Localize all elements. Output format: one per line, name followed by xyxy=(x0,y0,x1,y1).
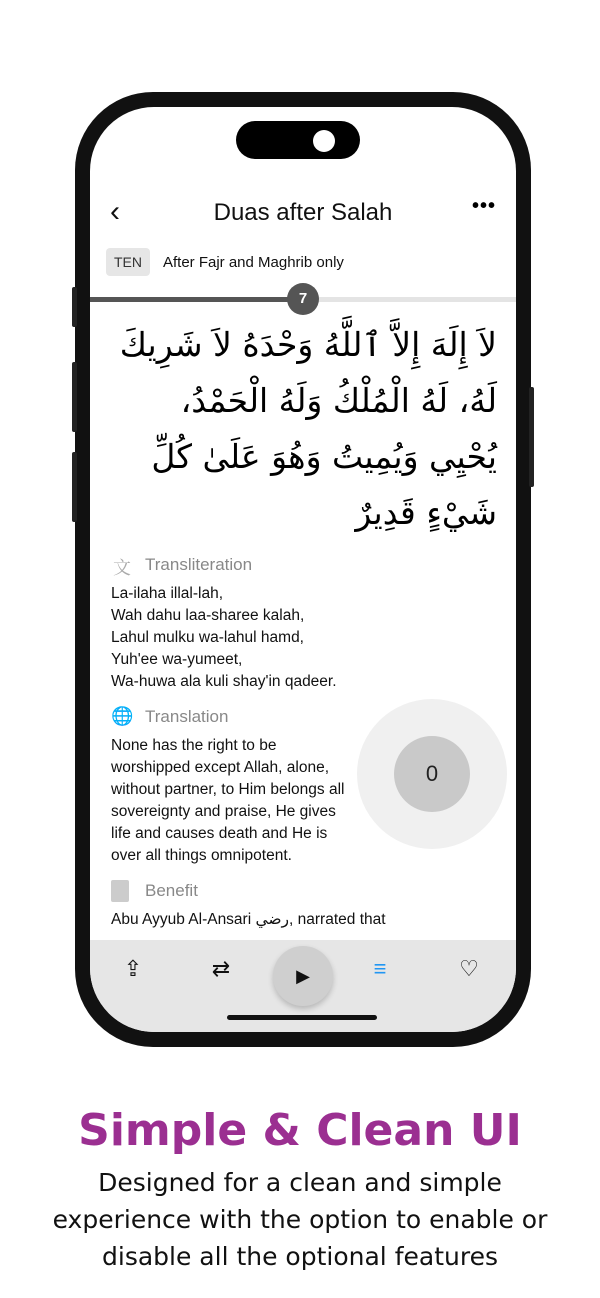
home-indicator xyxy=(227,1015,377,1020)
phone-button xyxy=(529,387,534,487)
more-options-icon[interactable]: ••• xyxy=(471,195,496,217)
play-button[interactable] xyxy=(273,946,333,1006)
repeat-icon[interactable]: ⇄ xyxy=(211,956,231,981)
benefit-text: Abu Ayyub Al-Ansari رضي, narrated that xyxy=(111,911,386,928)
count-tag: TEN xyxy=(106,248,150,276)
phone-button xyxy=(72,452,77,522)
phone-button xyxy=(72,287,77,327)
transliteration-line: La-ilaha illal-lah, xyxy=(111,585,224,602)
benefit-label: Benefit xyxy=(145,881,198,900)
counter-halo xyxy=(357,699,507,849)
bottom-toolbar xyxy=(90,940,516,1032)
translation-label: Translation xyxy=(145,707,229,726)
page-title: Duas after Salah xyxy=(213,199,393,226)
translation-section xyxy=(111,705,497,867)
subheader-text: After Fajr and Maghrib only xyxy=(163,253,344,271)
transliteration-line: Wah dahu laa-sharee kalah, xyxy=(111,607,305,624)
bookmark-book-icon xyxy=(111,880,129,902)
phone-frame xyxy=(75,92,531,1047)
camera xyxy=(313,130,335,152)
transliteration-line: Yuh'ee wa-yumeet, xyxy=(111,651,243,668)
progress-fill xyxy=(90,297,303,302)
tap-counter-button[interactable]: 0 xyxy=(394,736,470,812)
transliteration-line: Wa-huwa ala kuli shay'in qadeer. xyxy=(111,673,337,690)
playlist-icon[interactable]: ≡ xyxy=(373,956,387,981)
translate-icon: 文 xyxy=(113,558,131,578)
app-header xyxy=(90,195,516,229)
promo-title: Simple & Clean UI xyxy=(78,1105,522,1156)
benefit-section xyxy=(111,879,497,931)
dua-card xyxy=(95,317,511,940)
globe-icon: 🌐 xyxy=(111,706,134,726)
translation-text: None has the right to be worshipped except Allah, alone, without partner, to Him belongs all sovereignty and praise, He gives life and causes death and He is over all things omnipotent. xyxy=(111,737,345,864)
subheader xyxy=(106,248,344,276)
progress-knob[interactable]: 7 xyxy=(287,283,319,315)
transliteration-section xyxy=(111,553,497,693)
arabic-text: لاَ إِلَهَ إِلاَّ ٱللَّهُ وَحْدَهُ لاَ شَرِيكَ لَهُ، لَهُ الْمُلْكُ وَلَهُ الْحَمْدُ، يُحْيِي وَيُمِيتُ وَهُوَ عَلَىٰ كُلِّ شَيْءٍ قَدِيرٌ xyxy=(119,325,497,532)
promo-section xyxy=(0,1105,600,1275)
play-icon: ▶ xyxy=(296,966,310,986)
back-chevron-icon[interactable]: ‹ xyxy=(110,195,120,228)
promo-subtitle: Designed for a clean and simple experience with the option to enable or disable all the optional features xyxy=(52,1168,548,1271)
transliteration-label: Transliteration xyxy=(145,555,253,574)
share-icon[interactable]: ⇪ xyxy=(123,956,143,981)
app-screen xyxy=(90,107,516,1032)
phone-button xyxy=(72,362,77,432)
dynamic-island xyxy=(236,121,360,159)
transliteration-line: Lahul mulku wa-lahul hamd, xyxy=(111,629,304,646)
heart-icon[interactable]: ♡ xyxy=(459,956,479,981)
